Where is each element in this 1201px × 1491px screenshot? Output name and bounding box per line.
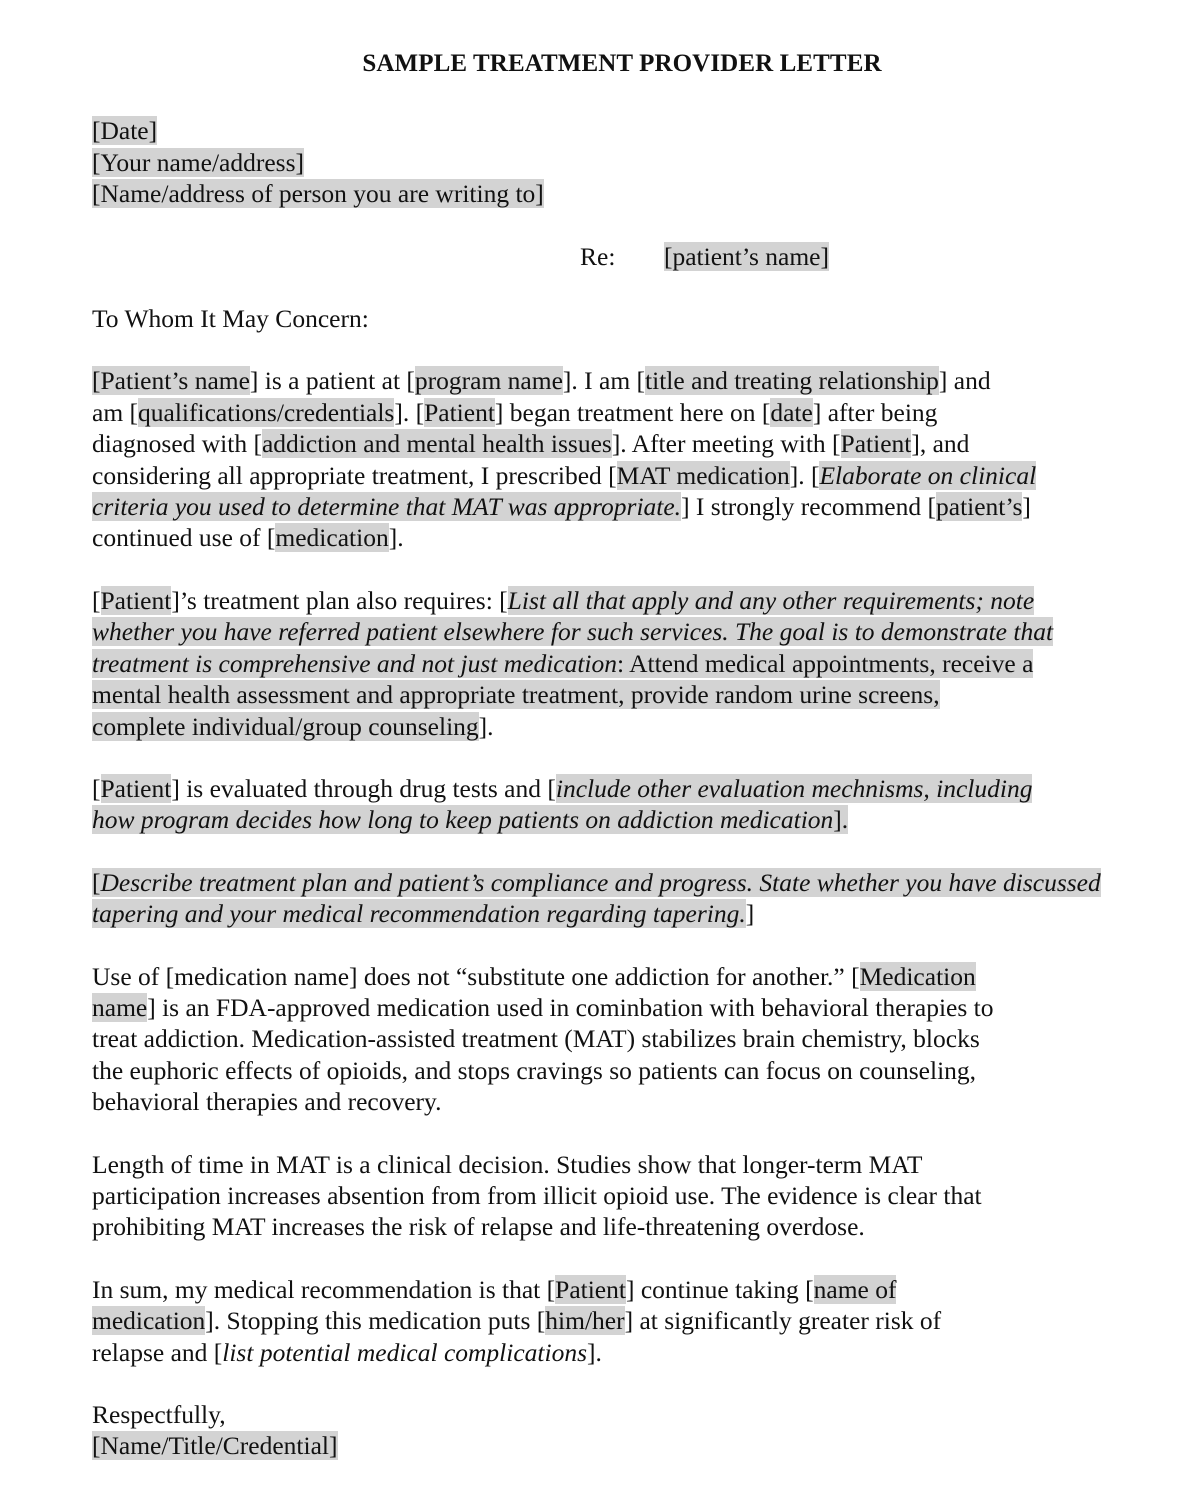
text-line <box>92 1274 1132 1305</box>
text-line <box>92 1149 1132 1180</box>
text-line <box>92 711 1132 742</box>
text-line <box>92 648 1132 679</box>
placeholder-text: name of <box>813 1274 897 1304</box>
salutation: To Whom It May Concern: <box>92 304 369 334</box>
placeholder-text: include other evaluation mechnisms, including <box>555 773 1033 803</box>
text-line <box>92 1305 1132 1336</box>
letter-page <box>92 44 1132 1462</box>
body-text: continued use of [ <box>92 523 276 553</box>
body-text: behavioral therapies and recovery. <box>92 1087 442 1117</box>
text-line <box>92 898 1132 929</box>
text-line <box>92 1337 1132 1368</box>
paragraph-6 <box>92 1149 1132 1243</box>
body-text: ]. After meeting with [ <box>611 429 841 459</box>
placeholder-text: patient’s <box>936 492 1023 522</box>
text-line <box>92 961 1132 992</box>
placeholder-text: treatment is comprehensive and not just medication <box>92 648 618 678</box>
placeholder-text: Describe treatment plan and patient’s compliance and progress. State whether you have discussed <box>100 867 1101 897</box>
paragraph-2 <box>92 585 1132 742</box>
text-line <box>92 1023 1132 1054</box>
body-text: participation increases absention from from illicit opioid use. The evidence is clear that <box>92 1180 982 1210</box>
body-text: ] <box>745 899 755 929</box>
body-text: diagnosed with [ <box>92 429 262 459</box>
body-text: ]. I am [ <box>562 366 646 396</box>
text-line <box>92 522 1132 553</box>
body-text: ] continue taking [ <box>625 1274 814 1304</box>
body-text: [ <box>92 773 101 803</box>
text-line <box>92 992 1132 1023</box>
placeholder-text: : Attend medical appointments, receive a <box>617 648 1034 678</box>
body-text: ]. <box>587 1337 602 1367</box>
placeholder-text: ]. <box>833 805 849 835</box>
closing-block <box>92 1399 1132 1462</box>
body-text: ] at significantly greater risk of <box>624 1306 942 1336</box>
date-placeholder: [Date] <box>92 116 158 146</box>
placeholder-text: medication <box>92 1306 206 1336</box>
body-text: considering all appropriate treatment, I prescribed [ <box>92 460 617 490</box>
letter-title: SAMPLE TREATMENT PROVIDER LETTER <box>362 50 882 77</box>
body-text: relapse and [ <box>92 1337 223 1367</box>
body-text: ] I strongly recommend [ <box>681 492 936 522</box>
body-text: ] is evaluated through drug tests and [ <box>171 773 556 803</box>
paragraph-7 <box>92 1274 1132 1368</box>
placeholder-text: how program decides how long to keep patients on addiction medication <box>92 805 834 835</box>
body-text: ]. <box>478 711 494 741</box>
body-text: ], and <box>911 429 970 459</box>
placeholder-text: MAT medication <box>616 460 790 490</box>
re-label: Re: <box>580 241 616 271</box>
text-line <box>92 1180 1132 1211</box>
body-text: Use of [medication name] does not “substitute one addiction for another.” [ <box>92 961 860 991</box>
placeholder-text: List all that apply and any other requirements; note <box>507 585 1035 615</box>
body-text: ]’s treatment plan also requires: [ <box>171 585 508 615</box>
body-text: [ <box>92 585 101 615</box>
placeholder-text: whether you have referred patient elsewhere for such services. The goal is to demonstrate that <box>92 617 1054 647</box>
body-text: ] after being <box>812 397 938 427</box>
body-text: am [ <box>92 397 139 427</box>
text-line <box>92 365 1132 396</box>
body-text: prohibiting MAT increases the risk of relapse and life-threatening overdose. <box>92 1212 865 1242</box>
text-line <box>92 1086 1132 1117</box>
body-text: list potential medical complications <box>222 1337 588 1367</box>
text-line <box>92 428 1132 459</box>
body-text: treat addiction. Medication-assisted treatment (MAT) stabilizes brain chemistry, blocks <box>92 1024 980 1054</box>
placeholder-text: Elaborate on clinical <box>819 460 1037 490</box>
text-line <box>92 773 1132 804</box>
text-line <box>92 397 1132 428</box>
text-line <box>92 1055 1132 1086</box>
body-text: ]. <box>388 523 404 553</box>
placeholder-text: date <box>770 397 813 427</box>
placeholder-text: tapering and your medical recommendation regarding tapering. <box>92 899 746 929</box>
body-text: ] <box>1022 492 1031 522</box>
placeholder-text: him/her <box>545 1306 625 1336</box>
paragraph-3 <box>92 773 1132 836</box>
placeholder-text: Patient <box>100 585 172 615</box>
text-line <box>92 585 1132 616</box>
placeholder-text: addiction and mental health issues <box>261 429 612 459</box>
re-line <box>92 241 1132 272</box>
body-text: ]. [ <box>789 460 820 490</box>
text-line <box>92 616 1132 647</box>
placeholder-text: [ <box>92 867 101 897</box>
body-text: ] is a patient at [ <box>249 366 415 396</box>
placeholder-text: Patient <box>555 1274 626 1304</box>
placeholder-text: name <box>92 992 148 1022</box>
body-text: In sum, my medical recommendation is that [ <box>92 1274 556 1304</box>
recipient-placeholder: [Name/address of person you are writing to] <box>92 179 544 209</box>
re-patient-placeholder: [patient’s name] <box>664 241 829 271</box>
paragraph-1 <box>92 365 1132 553</box>
text-line <box>92 867 1132 898</box>
placeholder-text: criteria you used to determine that MAT was appropriate. <box>92 492 682 522</box>
placeholder-text: [Patient’s name <box>92 366 250 396</box>
body-text: ] is an FDA-approved medication used in cominbation with behavioral therapies to <box>147 992 994 1022</box>
placeholder-text: Patient <box>100 773 172 803</box>
body-text: ] began treatment here on [ <box>494 397 771 427</box>
placeholder-text: qualifications/credentials <box>138 397 395 427</box>
paragraph-4 <box>92 867 1132 930</box>
body-text: the euphoric effects of opioids, and stops cravings so patients can focus on counseling, <box>92 1055 977 1085</box>
sender-placeholder: [Your name/address] <box>92 147 304 177</box>
placeholder-text: title and treating relationship <box>645 366 939 396</box>
body-text: ]. [ <box>394 397 425 427</box>
placeholder-text: complete individual/group counseling <box>92 711 479 741</box>
placeholder-text: Medication <box>859 961 976 991</box>
text-line <box>92 679 1132 710</box>
signature-placeholder: [Name/Title/Credential] <box>92 1431 338 1461</box>
body-text: ] and <box>938 366 991 396</box>
text-line <box>92 804 1132 835</box>
address-block <box>92 115 1132 209</box>
placeholder-text: Patient <box>424 397 495 427</box>
body-text: ]. Stopping this medication puts [ <box>205 1306 546 1336</box>
placeholder-text: mental health assessment and appropriate treatment, provide random urine screens, <box>92 680 940 710</box>
text-line <box>92 491 1132 522</box>
text-line <box>92 1211 1132 1242</box>
text-line <box>92 460 1132 491</box>
valediction: Respectfully, <box>92 1400 226 1429</box>
body-text: Length of time in MAT is a clinical decision. Studies show that longer-term MAT <box>92 1149 923 1179</box>
paragraph-5 <box>92 961 1132 1118</box>
placeholder-text: Patient <box>840 429 912 459</box>
placeholder-text: medication <box>275 523 389 553</box>
placeholder-text: program name <box>414 366 563 396</box>
